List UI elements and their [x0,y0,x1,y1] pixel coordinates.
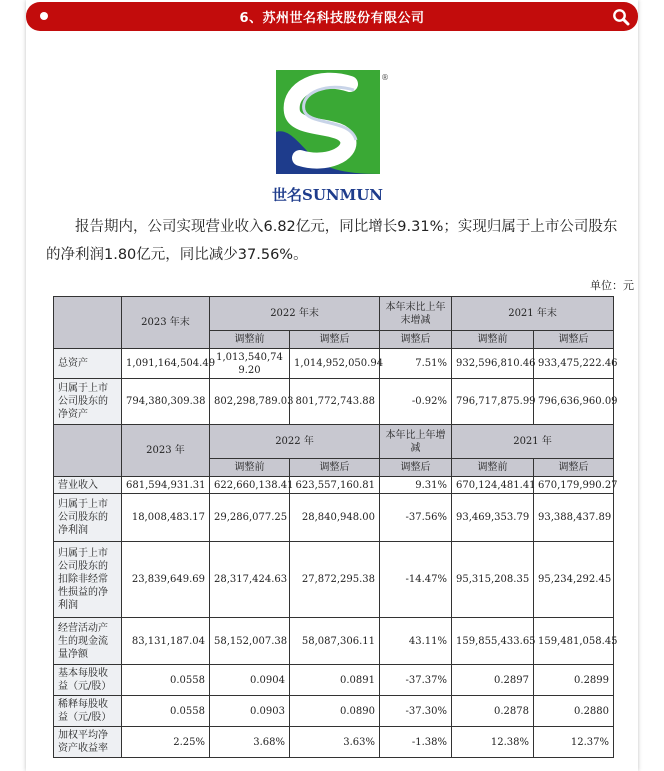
cell-value: 802,298,789.03 [210,379,290,425]
row-label: 归属于上市公司股东的净资产 [54,379,122,425]
col-header-2023-end: 2023 年末 [122,297,210,349]
cell-value: 0.0558 [122,665,210,696]
cell-value: 801,772,743.88 [290,379,380,425]
cell-value: 58,087,306.11 [290,618,380,665]
section-title: 6、苏州世名科技股份有限公司 [239,11,425,26]
cell-value: 794,380,309.38 [122,379,210,425]
cell-value: 0.2897 [452,665,534,696]
cell-value: 159,855,433.65 [452,618,534,665]
col-header-2023: 2023 年 [122,425,210,477]
col-header-2022-end: 2022 年末 [210,297,380,331]
cell-value: 3.63% [290,727,380,758]
sub-header-before: 调整前 [210,331,290,349]
cell-value: 1,091,164,504.49 [122,349,210,379]
row-label: 稀释每股收益（元/股） [54,696,122,727]
cell-value: 93,469,353.79 [452,494,534,542]
sub-header-after: 调整后 [290,331,380,349]
table-row [54,665,614,696]
row-label: 归属于上市公司股东的扣除非经常性损益的净利润 [54,542,122,618]
bullet-dot-icon [40,12,48,20]
cell-value: 18,008,483.17 [122,494,210,542]
cell-value: 28,317,424.63 [210,542,290,618]
section-header [26,2,638,31]
row-label: 营业收入 [54,477,122,494]
col-header-2021-end: 2021 年末 [452,297,614,331]
cell-value: 681,594,931.31 [122,477,210,494]
row-label: 归属于上市公司股东的净利润 [54,494,122,542]
sunmun-logo-icon [270,70,390,182]
cell-value: 0.2880 [534,696,614,727]
cell-value: 622,660,138.41 [210,477,290,494]
cell-value: 670,124,481.41 [452,477,534,494]
cell-value: 0.2899 [534,665,614,696]
col-header-2021: 2021 年 [452,425,614,459]
cell-value: 95,315,208.35 [452,542,534,618]
cell-value: -37.56% [380,494,452,542]
table-row [54,494,614,542]
cell-value: 12.37% [534,727,614,758]
table-row [54,349,614,379]
cell-value: 9.31% [380,477,452,494]
cell-value: 83,131,187.04 [122,618,210,665]
cell-value: 159,481,058.45 [534,618,614,665]
sub-header-after: 调整后 [380,331,452,349]
table-row [54,727,614,758]
cell-value: 0.2878 [452,696,534,727]
sub-header-before: 调整前 [452,459,534,477]
col-header-change: 本年比上年增减 [380,425,452,459]
sub-header-before: 调整前 [452,331,534,349]
cell-value: -37.37% [380,665,452,696]
svg-text:®: ® [381,73,389,82]
summary-paragraph: 报告期内，公司实现营业收入6.82亿元，同比增长9.31%；实现归属于上市公司股东的净利润1.80亿元，同比减少37.56%。 [46,219,618,263]
table-row [54,696,614,727]
cell-value: 43.11% [380,618,452,665]
cell-value: -14.47% [380,542,452,618]
cell-value: 2.25% [122,727,210,758]
cell-value: 29,286,077.25 [210,494,290,542]
cell-value: 1,013,540,749.20 [210,349,290,379]
cell-value: 670,179,990.27 [534,477,614,494]
row-label: 经营活动产生的现金流量净额 [54,618,122,665]
brand-name: 世名SUNMUN [272,186,384,204]
header-blank-cell [54,425,122,477]
cell-value: 0.0904 [210,665,290,696]
sub-header-after: 调整后 [380,459,452,477]
cell-value: 0.0891 [290,665,380,696]
header-blank-cell [54,297,122,349]
cell-value: 12.38% [452,727,534,758]
col-header-change-end: 本年末比上年末增减 [380,297,452,331]
cell-value: 1,014,952,050.94 [290,349,380,379]
cell-value: 7.51% [380,349,452,379]
table-row [54,618,614,665]
cell-value: 3.68% [210,727,290,758]
cell-value: 23,839,649.69 [122,542,210,618]
sub-header-before: 调整前 [210,459,290,477]
cell-value: 933,475,222.46 [534,349,614,379]
sub-header-after: 调整后 [534,459,614,477]
table-row [54,379,614,425]
financial-table [53,296,618,758]
cell-value: 95,234,292.45 [534,542,614,618]
unit-label: 单位：元 [590,279,634,292]
cell-value: -37.30% [380,696,452,727]
cell-value: 58,152,007.38 [210,618,290,665]
cell-value: 93,388,437.89 [534,494,614,542]
search-icon[interactable] [612,8,630,26]
cell-value: 623,557,160.81 [290,477,380,494]
row-label: 总资产 [54,349,122,379]
cell-value: 796,636,960.09 [534,379,614,425]
row-label: 加权平均净资产收益率 [54,727,122,758]
cell-value: 0.0890 [290,696,380,727]
cell-value: -1.38% [380,727,452,758]
cell-value: 0.0903 [210,696,290,727]
cell-value: 932,596,810.46 [452,349,534,379]
sub-header-after: 调整后 [534,331,614,349]
sub-header-after: 调整后 [290,459,380,477]
table-row [54,477,614,494]
col-header-2022: 2022 年 [210,425,380,459]
cell-value: -0.92% [380,379,452,425]
company-logo [270,70,390,205]
row-label: 基本每股收益（元/股） [54,665,122,696]
cell-value: 0.0558 [122,696,210,727]
table-row [54,542,614,618]
cell-value: 796,717,875.99 [452,379,534,425]
cell-value: 28,840,948.00 [290,494,380,542]
cell-value: 27,872,295.38 [290,542,380,618]
